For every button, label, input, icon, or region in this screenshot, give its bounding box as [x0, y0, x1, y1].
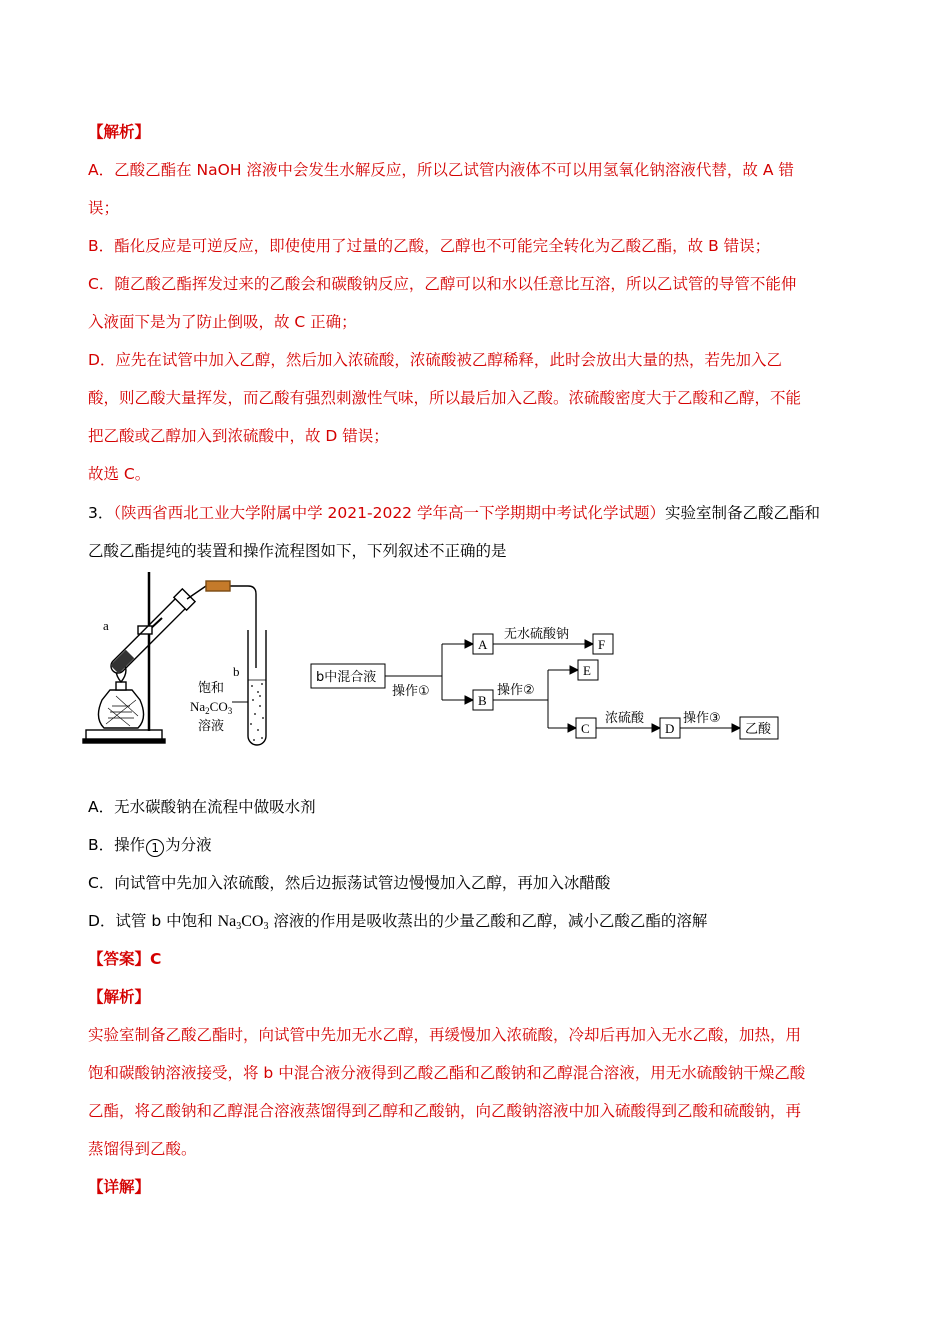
option-d: [88, 911, 707, 937]
formula-sub: 3: [263, 921, 269, 932]
analysis2-line4: 蒸馏得到乙酸。: [88, 1140, 197, 1158]
analysis-option-d-line2: 酸，则乙酸大量挥发，而乙酸有强烈刺激性气味，所以最后加入乙酸。浓硫酸密度大于乙酸和乙醇，不能: [88, 389, 802, 407]
flow-f-label: F: [598, 637, 606, 652]
question-stem-tail: 实验室制备乙酸乙酯和: [664, 504, 820, 522]
analysis-option-a-line2: 误；: [88, 199, 120, 217]
formula-na: Na: [190, 699, 206, 714]
analysis-option-b: B．酯化反应是可逆反应，即使使用了过量的乙酸，乙醇也不可能完全转化为乙酸乙酯，故 B 错误；: [88, 237, 771, 255]
analysis-option-c-line1: C．随乙酸乙酯挥发过来的乙酸会和碳酸钠反应，乙醇可以和水以任意比互溶，所以乙试管的导管不能伸: [88, 275, 797, 293]
question-3-stem-line1: [88, 503, 820, 523]
arrow-icon: [568, 724, 576, 732]
option-d-suffix: 溶液的作用是吸收蒸出的少量乙酸和乙醇，减小乙酸乙酯的溶解: [268, 912, 708, 930]
solution-label-line3: 溶液: [198, 719, 225, 734]
label-b: b: [233, 664, 240, 679]
analysis-heading-2: 【解析】: [88, 988, 151, 1006]
option-c: C．向试管中先加入浓硫酸，然后边振荡试管边慢慢加入乙醇，再加入冰醋酸: [88, 874, 611, 892]
tube-a-stopper: [174, 589, 195, 610]
analysis-option-d-line1: D．应先在试管中加入乙醇，然后加入浓硫酸，浓硫酸被乙醇稀释，此时会放出大量的热，若先加入乙: [88, 351, 782, 369]
arrow-icon: [732, 724, 740, 732]
rubber-connector: [206, 581, 230, 591]
option-b-suffix: 为分液: [165, 836, 212, 854]
flow-e-label: E: [583, 663, 591, 678]
apparatus-diagram: [83, 572, 266, 745]
arrow-icon: [652, 724, 660, 732]
option-b-prefix: B．操作: [88, 836, 146, 854]
option-d-prefix: D．试管 b 中饱和: [88, 912, 218, 930]
flow-b-label: B: [478, 693, 487, 708]
option-a: A．无水碳酸钠在流程中做吸水剂: [88, 798, 316, 816]
arrow-icon: [585, 640, 593, 648]
label-a: a: [103, 618, 109, 633]
analysis-heading-1: 【解析】: [88, 123, 151, 141]
flow-product-label: 乙酸: [745, 722, 772, 737]
question-source: （陕西省西北工业大学附属中学 2021-2022 学年高一下学期期中考试化学试题）: [113, 504, 665, 522]
stand-foot: [83, 739, 165, 743]
flow-op1-label: 操作①: [392, 684, 430, 699]
arrow-icon: [465, 696, 473, 704]
analysis2-line1: 实验室制备乙酸乙酯时，向试管中先加无水乙醇，再缓慢加入浓硫酸，冷却后再加入无水乙酸，加热，用: [88, 1026, 802, 1044]
flow-c-label: C: [581, 721, 590, 736]
detail-heading: 【详解】: [88, 1178, 151, 1196]
analysis-option-d-line3: 把乙酸或乙醇加入到浓硫酸中，故 D 错误；: [88, 427, 389, 445]
solution-label-formula: [190, 699, 233, 716]
delivery-tube: [187, 586, 256, 638]
answer-value: C: [150, 950, 162, 968]
formula-sub3: 3: [227, 706, 233, 716]
flow-op2-label: 操作②: [497, 683, 535, 698]
question-3-stem-line2: 乙酸乙酯提纯的装置和操作流程图如下，下列叙述不正确的是: [88, 542, 507, 560]
test-tube-b: [248, 630, 266, 745]
flow-d-label: D: [665, 721, 675, 736]
lamp-neck: [116, 682, 126, 690]
formula-co: CO: [241, 913, 264, 930]
question-number: 3．: [88, 504, 114, 522]
option-d-formula: [218, 913, 269, 930]
circled-number: 1: [146, 839, 164, 857]
flow-op3-label: 操作③: [683, 711, 721, 726]
option-b: [88, 835, 212, 857]
experiment-figure: [80, 568, 790, 753]
analysis2-line2: 饱和碳酸钠溶液接受，将 b 中混合液分液得到乙酸乙酯和乙酸钠和乙醇混合溶液，用无水硫酸钠干燥乙酸: [88, 1064, 806, 1082]
formula-co: CO: [209, 699, 228, 714]
formula-sub2: 2: [205, 706, 210, 716]
analysis-option-a-line1: A．乙酸乙酯在 NaOH 溶液中会发生水解反应，所以乙试管内液体不可以用氢氧化钠溶液代替，故 A 错: [88, 161, 794, 179]
arrow-icon: [465, 640, 473, 648]
analysis-conclusion: 故选 C。: [88, 465, 151, 483]
answer-line: [88, 949, 161, 969]
flow-start-label: b中混合液: [316, 670, 377, 685]
answer-label: 【答案】: [88, 950, 151, 968]
arrow-icon: [570, 666, 578, 674]
flow-reagent-dry: 无水硫酸钠: [504, 627, 570, 642]
formula-sub: 3: [236, 921, 242, 932]
analysis2-line3: 乙酯，将乙酸钠和乙醇混合溶液蒸馏得到乙醇和乙酸钠，向乙酸钠溶液中加入硫酸得到乙酸和硫酸钠，再: [88, 1102, 802, 1120]
solution-label-line1: 饱和: [198, 681, 225, 696]
flow-reagent-acid: 浓硫酸: [605, 711, 645, 726]
analysis-option-c-line2: 入液面下是为了防止倒吸，故 C 正确；: [88, 313, 357, 331]
formula-na: Na: [217, 913, 237, 930]
alcohol-lamp: [98, 690, 143, 728]
flow-a-label: A: [478, 637, 488, 652]
